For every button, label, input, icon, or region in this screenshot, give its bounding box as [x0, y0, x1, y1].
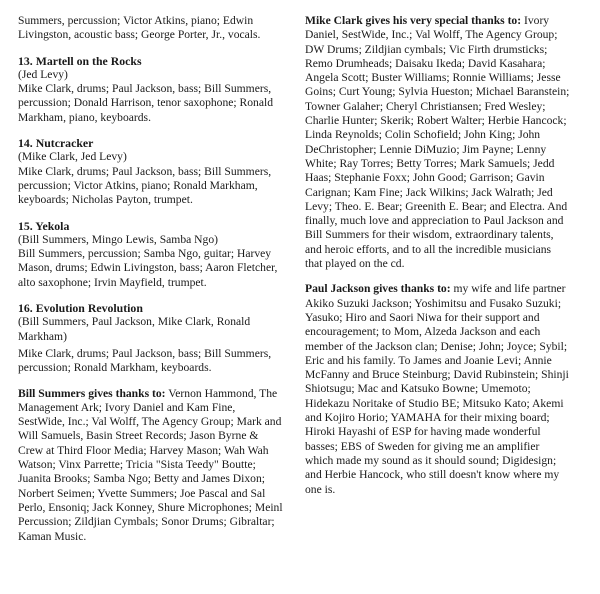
thanks-lead: Paul Jackson gives thanks to:	[305, 282, 451, 296]
paul-jackson-thanks-block	[305, 282, 570, 496]
track-number: 15.	[18, 218, 33, 233]
continued-paragraph: Summers, percussion; Victor Atkins, piano; Edwin Livingston, acoustic bass; George Porter, Jr., vocals.	[18, 14, 261, 42]
track-title: Yekola	[35, 218, 70, 233]
thanks-paragraph	[18, 387, 283, 544]
track-credits: Bill Summers, percussion; Samba Ngo, guitar; Harvey Mason, drums; Edwin Livingston, bass; Aaron Fletcher, alto saxophone; Irvin Mayfield, trumpet.	[18, 247, 278, 289]
thanks-lead: Mike Clark gives his very special thanks to:	[305, 14, 522, 27]
thanks-paragraph	[305, 282, 570, 496]
track-number: 13.	[18, 53, 33, 68]
mike-clark-thanks-block	[305, 14, 570, 271]
thanks-paragraph	[305, 14, 570, 271]
track-credits: Mike Clark, drums; Paul Jackson, bass; Bill Summers, percussion; Victor Atkins, piano; Ronald Markham, keyboards; Nicholas Payton, trumpet.	[18, 164, 272, 207]
track-heading	[18, 301, 283, 315]
track-composer: (Mike Clark, Jed Levy)	[18, 150, 127, 164]
track-listing-16	[18, 301, 283, 375]
track-credits: Mike Clark, drums; Paul Jackson, bass; Bill Summers, percussion; Ronald Markham, keyboards.	[18, 346, 272, 375]
thanks-text: Vernon Hammond, The Management Ark; Ivory Daniel and Kam Fine, SestWide, Inc.; Val Wolff, The Agency Group; Mark and Will Samuels, Basin Street Records; Jason Byrne & Crew at Third Floor Media; Harvey Mason; Wah Wah Watson; Vinx Parrette; Tricia "Sista Teedy" Boutte; Juanita Brooks; Samba Ngo; Betty and James Dixon; Norbert Seimen; Yvette Summers; Joe Pascal and Sal Perlo, Ensoniq; Jack Konney, Shure Microphones; Meinl Percussion; Zildjian Cymbals; Sonor Drums; Gibraltar; Kaman Music.	[18, 386, 283, 543]
continued-paragraph-block	[18, 14, 283, 43]
bill-summers-thanks-block	[18, 387, 283, 544]
track-listing-15	[18, 219, 283, 290]
thanks-lead: Bill Summers gives thanks to:	[18, 386, 166, 400]
track-credits: Mike Clark, drums; Paul Jackson, bass; Bill Summers, percussion; Donald Harrison, tenor saxophone; Ronald Markham, piano, keyboards.	[18, 82, 274, 124]
track-number: 14.	[18, 136, 33, 151]
track-title: Martell on the Rocks	[35, 53, 142, 68]
track-heading	[18, 219, 283, 233]
track-listing-13	[18, 54, 283, 125]
track-composer: (Bill Summers, Paul Jackson, Mike Clark, Ronald Markham)	[18, 315, 251, 343]
thanks-text: my wife and life partner Akiko Suzuki Jackson; Yoshimitsu and Fusako Suzuki; Yasuko; Hiro and Saori Niwa for their support and encouragement; to Mom, Alzeda Jackson and each member of the Jackson clan; Denise; John; Joyce; Sybil; Eric and his family. To James and Joanie Levi; Annie McFanny and Bruce Steinburg; David Rubinstein; Shinji Shiotsugu; Mac and Katsuko Bowne; Umemoto; Hidekazu Noritake of Studio BE; Mitsuko Kato; Akemi and Kojiro Horio; YAMAHA for their mixing board; Hiroki Hayashi of ESP for having made wonderful basses; EBS of Sweden for giving me an amplifier which made my sound as it should sound; Digidesign; and Herbie Hancock, who still doesn't know where my one is.	[305, 282, 569, 496]
right-column	[305, 14, 570, 584]
track-heading	[18, 136, 283, 150]
left-column	[18, 14, 283, 584]
track-composer: (Jed Levy)	[18, 67, 68, 81]
track-composer: (Bill Summers, Mingo Lewis, Samba Ngo)	[18, 232, 218, 246]
track-listing-14	[18, 136, 283, 207]
track-title: Evolution Revolution	[35, 301, 143, 316]
thanks-text: Ivory Daniel, SestWide, Inc.; Val Wolff, The Agency Group; DW Drums; Zildjian cymbals; Vic Firth drumsticks; Remo Drumheads; Daisaku Ikeda; David Kasahara; Angela Scott; Buster Williams; Ronnie Williams; Jesse Goins; Curt Young; Sylvia Hueston; Michael Baranstein; Towner Galaher; Cheryl Christiansen; Fred Wesley; Charlie Hunter; Skerik; Robert Walter; Herbie Hancock; Linda Reynolds; Colin Schofield; John King; John DeChristopher; Lennie DiMuzio; Jim Payne; Lenny White; Ray Torres; Betty Torres; Mark Samuels; Jedd Haas; Stephanie Foxx; John Good; Garrison; Gavin Carignan; Kam Fine; Jack Wilkins; Jack Walrath; Jed Levy; Theo. E. Bear; Greenith E. Bear; and Electra. And finally, much love and appreciation to Paul Jackson and Bill Summers for their wisdom, extraordinary talents, and heroic efforts, and to all the incredible musicians that played on the cd.	[305, 14, 570, 271]
track-number: 16.	[18, 301, 33, 316]
track-title: Nutcracker	[35, 136, 94, 151]
track-heading	[18, 54, 283, 68]
